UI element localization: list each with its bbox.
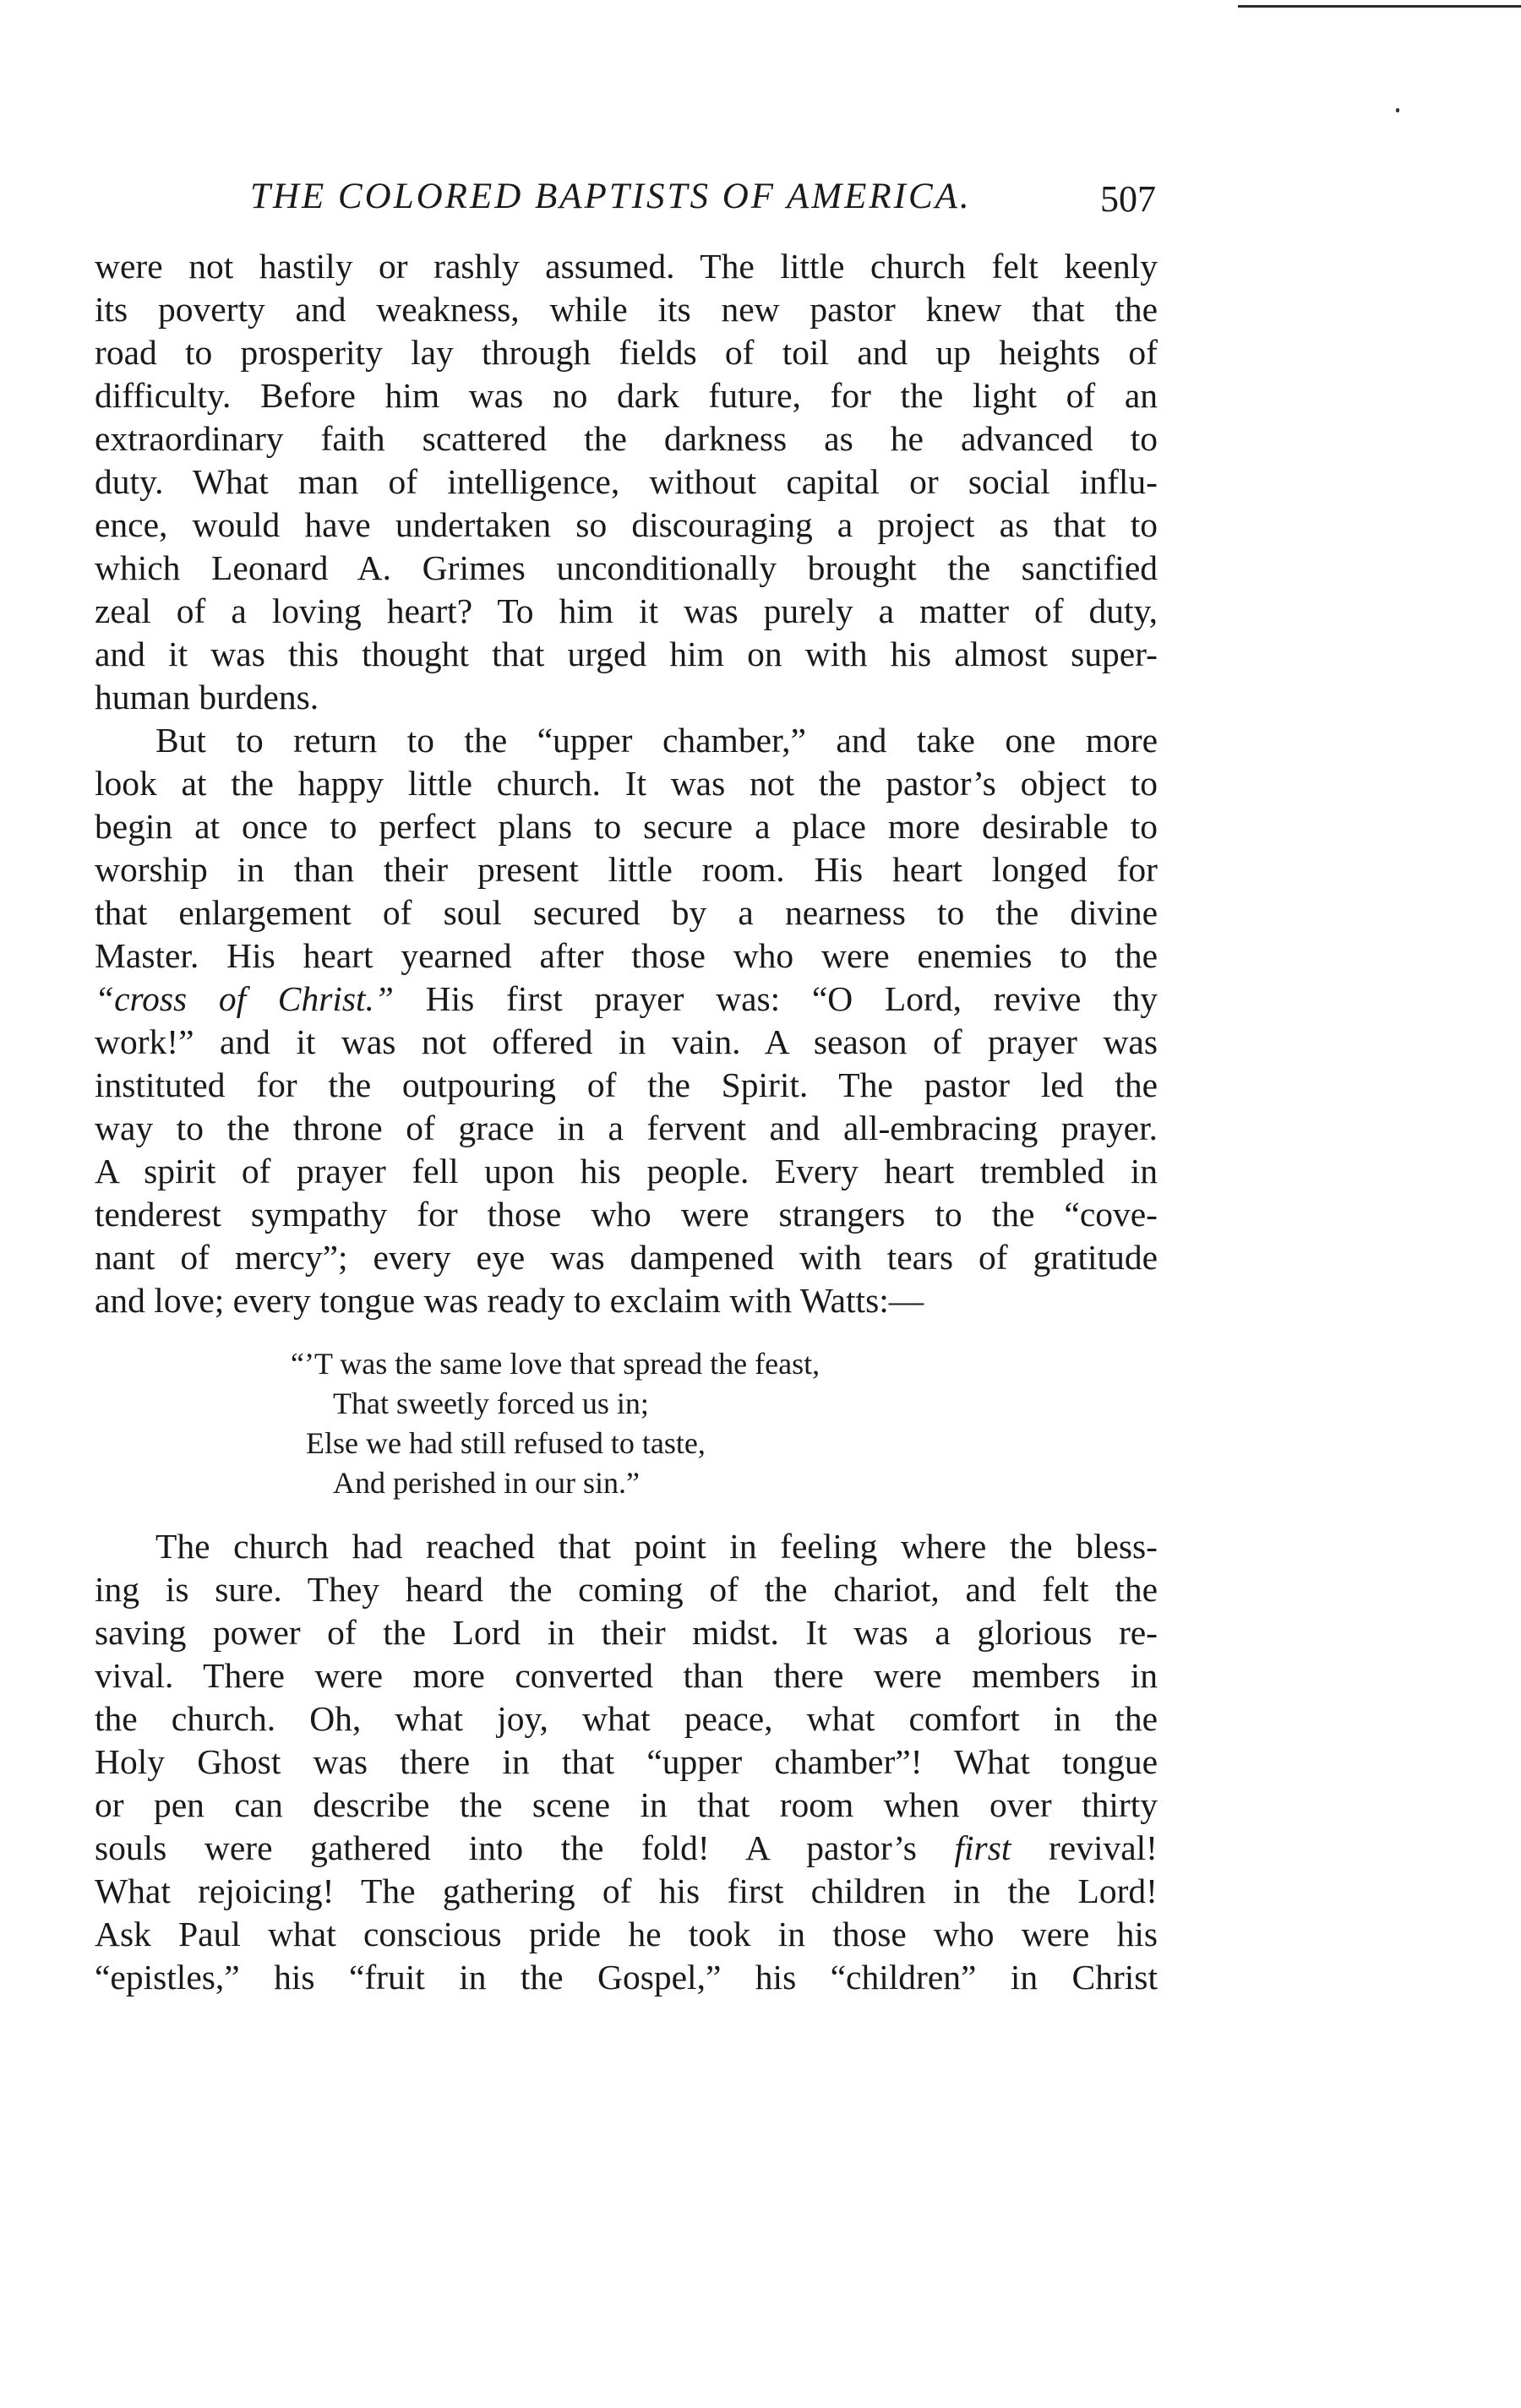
text-line: its poverty and weakness, while its new pastor knew that the bbox=[95, 290, 1158, 329]
paragraph-2 bbox=[95, 719, 1158, 1322]
text-line: extraordinary faith scattered the darkness as he advanced to bbox=[95, 419, 1158, 458]
text-line: Ask Paul what conscious pride he took in those who were his bbox=[95, 1915, 1158, 1953]
text-line: Master. His heart yearned after those who were enemies to the bbox=[95, 936, 1158, 975]
text-line: “epistles,” his “fruit in the Gospel,” his “children” in Christ bbox=[95, 1958, 1158, 1997]
text-line: which Leonard A. Grimes unconditionally brought the sanctified bbox=[95, 548, 1158, 587]
text-line: nant of mercy”; every eye was dampened with tears of gratitude bbox=[95, 1238, 1158, 1277]
text-line: human burdens. bbox=[95, 678, 319, 716]
running-title: THE COLORED BAPTISTS OF AMERICA. bbox=[250, 177, 972, 216]
verse-line: That sweetly forced us in; bbox=[333, 1387, 649, 1420]
print-speck bbox=[1396, 108, 1399, 112]
page-header bbox=[93, 176, 1166, 226]
page-body bbox=[95, 245, 1158, 1999]
text-line: ence, would have undertaken so discouraging a project as that to bbox=[95, 505, 1158, 544]
text-line: the church. Oh, what joy, what peace, what comfort in the bbox=[95, 1699, 1158, 1738]
text-line: and love; every tongue was ready to exclaim with Watts:— bbox=[95, 1281, 924, 1320]
text-line bbox=[95, 1827, 1158, 1870]
verse-line: Else we had still refused to taste, bbox=[306, 1426, 706, 1460]
text-line: or pen can describe the scene in that room when over thirty bbox=[95, 1785, 1158, 1824]
text-line: A spirit of prayer fell upon his people. Every heart trembled in bbox=[95, 1152, 1158, 1190]
text-run: revival! bbox=[1011, 1828, 1158, 1867]
verse-quote bbox=[95, 1344, 1158, 1503]
text-line: difficulty. Before him was no dark future, for the light of an bbox=[95, 376, 1158, 415]
text-line: zeal of a loving heart? To him it was purely a matter of duty, bbox=[95, 591, 1158, 630]
text-line: road to prosperity lay through fields of toil and up heights of bbox=[95, 333, 1158, 372]
text-line: ing is sure. They heard the coming of the chariot, and felt the bbox=[95, 1570, 1158, 1609]
text-line: worship in than their present little room. His heart longed for bbox=[95, 850, 1158, 889]
text-line: The church had reached that point in feeling where the bless- bbox=[155, 1527, 1158, 1566]
text-line: instituted for the outpouring of the Spirit. The pastor led the bbox=[95, 1065, 1158, 1104]
text-line: tenderest sympathy for those who were strangers to the “cove- bbox=[95, 1195, 1158, 1234]
text-line: vival. There were more converted than there were members in bbox=[95, 1656, 1158, 1695]
text-line: that enlargement of soul secured by a nearness to the divine bbox=[95, 893, 1158, 932]
italic-phrase: “cross of Christ.” bbox=[95, 979, 395, 1018]
text-run: souls were gathered into the fold! A pastor’s bbox=[95, 1828, 955, 1867]
text-run: His first prayer was: “O Lord, revive thy bbox=[394, 979, 1158, 1018]
text-line: Holy Ghost was there in that “upper chamber”! What tongue bbox=[95, 1742, 1158, 1781]
verse-line: And perished in our sin.” bbox=[333, 1466, 640, 1500]
text-line: duty. What man of intelligence, without capital or social influ- bbox=[95, 462, 1158, 501]
text-line: begin at once to perfect plans to secure a place more desirable to bbox=[95, 807, 1158, 846]
text-line: saving power of the Lord in their midst. It was a glorious re- bbox=[95, 1613, 1158, 1652]
text-line: What rejoicing! The gathering of his first children in the Lord! bbox=[95, 1871, 1158, 1910]
text-line: and it was this thought that urged him on with his almost super- bbox=[95, 635, 1158, 673]
text-line: But to return to the “upper chamber,” and take one more bbox=[155, 721, 1158, 760]
paragraph-1 bbox=[95, 245, 1158, 719]
top-edge-rule bbox=[1238, 5, 1521, 8]
text-line: look at the happy little church. It was not the pastor’s object to bbox=[95, 764, 1158, 803]
page-number: 507 bbox=[1100, 178, 1156, 220]
paragraph-3 bbox=[95, 1525, 1158, 1999]
text-line: work!” and it was not offered in vain. A season of prayer was bbox=[95, 1022, 1158, 1061]
text-line: way to the throne of grace in a fervent and all-embracing prayer. bbox=[95, 1109, 1158, 1147]
text-line: were not hastily or rashly assumed. The little church felt keenly bbox=[95, 247, 1158, 286]
verse-line: “’T was the same love that spread the feast, bbox=[291, 1347, 820, 1381]
text-line bbox=[95, 978, 1158, 1021]
italic-word: first bbox=[954, 1828, 1011, 1867]
